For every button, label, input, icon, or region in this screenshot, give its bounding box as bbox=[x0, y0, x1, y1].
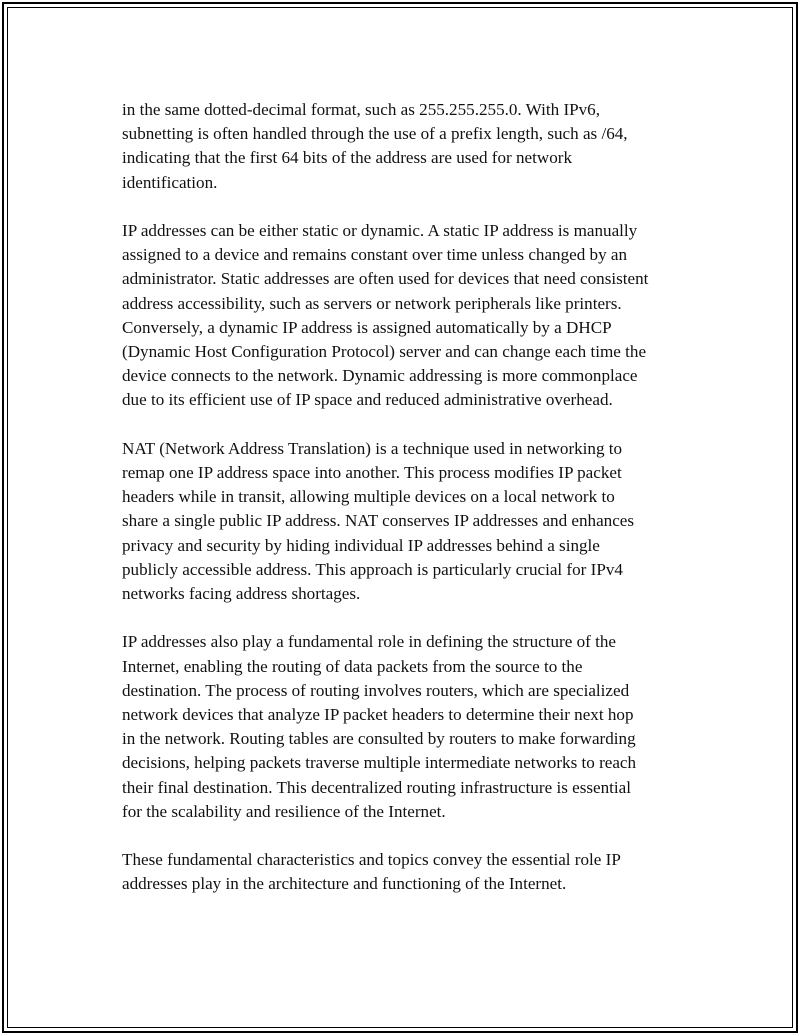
text-line: for the scalability and resilience of the Internet. bbox=[122, 801, 446, 821]
text-line: assigned to a device and remains constant over time unless changed by an bbox=[122, 245, 628, 265]
text-line: These fundamental characteristics and topics convey the essential role IP bbox=[122, 850, 621, 870]
text-line: Internet, enabling the routing of data packets from the source to the bbox=[122, 656, 583, 676]
text-line: Conversely, a dynamic IP address is assigned automatically by a DHCP bbox=[122, 317, 612, 337]
text-line: destination. The process of routing involves routers, which are specialized bbox=[122, 680, 630, 700]
text-line: (Dynamic Host Configuration Protocol) server and can change each time the bbox=[122, 342, 647, 362]
text-line: IP addresses also play a fundamental role in defining the structure of the bbox=[122, 632, 616, 652]
text-line: subnetting is often handled through the use of a prefix length, such as /64, bbox=[122, 124, 628, 144]
paragraph-nat bbox=[122, 437, 702, 606]
text-line: IP addresses can be either static or dynamic. A static IP address is manually bbox=[122, 221, 638, 240]
text-line: addresses play in the architecture and functioning of the Internet. bbox=[122, 874, 567, 894]
text-line: publicly accessible address. This approach is particularly crucial for IPv4 bbox=[122, 559, 623, 579]
text-line: headers while in transit, allowing multiple devices on a local network to bbox=[122, 487, 615, 507]
text-line: privacy and security by hiding individual IP addresses behind a single bbox=[122, 535, 600, 555]
text-line: in the network. Routing tables are consulted by routers to make forwarding bbox=[122, 729, 636, 749]
text-line: their final destination. This decentralized routing infrastructure is essential bbox=[122, 777, 632, 797]
text-line: identification. bbox=[122, 172, 218, 192]
paragraph-subnetting bbox=[122, 98, 702, 195]
page-frame bbox=[2, 2, 798, 1033]
text-line: device connects to the network. Dynamic addressing is more commonplace bbox=[122, 366, 638, 386]
text-line: due to its efficient use of IP space and reduced administrative overhead. bbox=[122, 390, 613, 410]
paragraph-static-dynamic bbox=[122, 219, 702, 413]
text-line: decisions, helping packets traverse multiple intermediate networks to reach bbox=[122, 753, 637, 773]
text-line: NAT (Network Address Translation) is a technique used in networking to bbox=[122, 438, 623, 458]
document-body bbox=[122, 98, 702, 921]
text-line: remap one IP address space into another. This process modifies IP packet bbox=[122, 463, 622, 483]
text-line: share a single public IP address. NAT conserves IP addresses and enhances bbox=[122, 511, 635, 531]
text-line: indicating that the first 64 bits of the address are used for network bbox=[122, 148, 573, 168]
text-line: administrator. Static addresses are often used for devices that need consistent bbox=[122, 269, 649, 289]
paragraph-routing bbox=[122, 630, 702, 824]
text-line: networks facing address shortages. bbox=[122, 584, 361, 604]
text-line: address accessibility, such as servers or network peripherals like printers. bbox=[122, 293, 622, 313]
text-line: in the same dotted-decimal format, such as 255.255.255.0. With IPv6, bbox=[122, 100, 601, 119]
text-line: network devices that analyze IP packet headers to determine their next hop bbox=[122, 705, 634, 725]
paragraph-conclusion bbox=[122, 848, 702, 896]
